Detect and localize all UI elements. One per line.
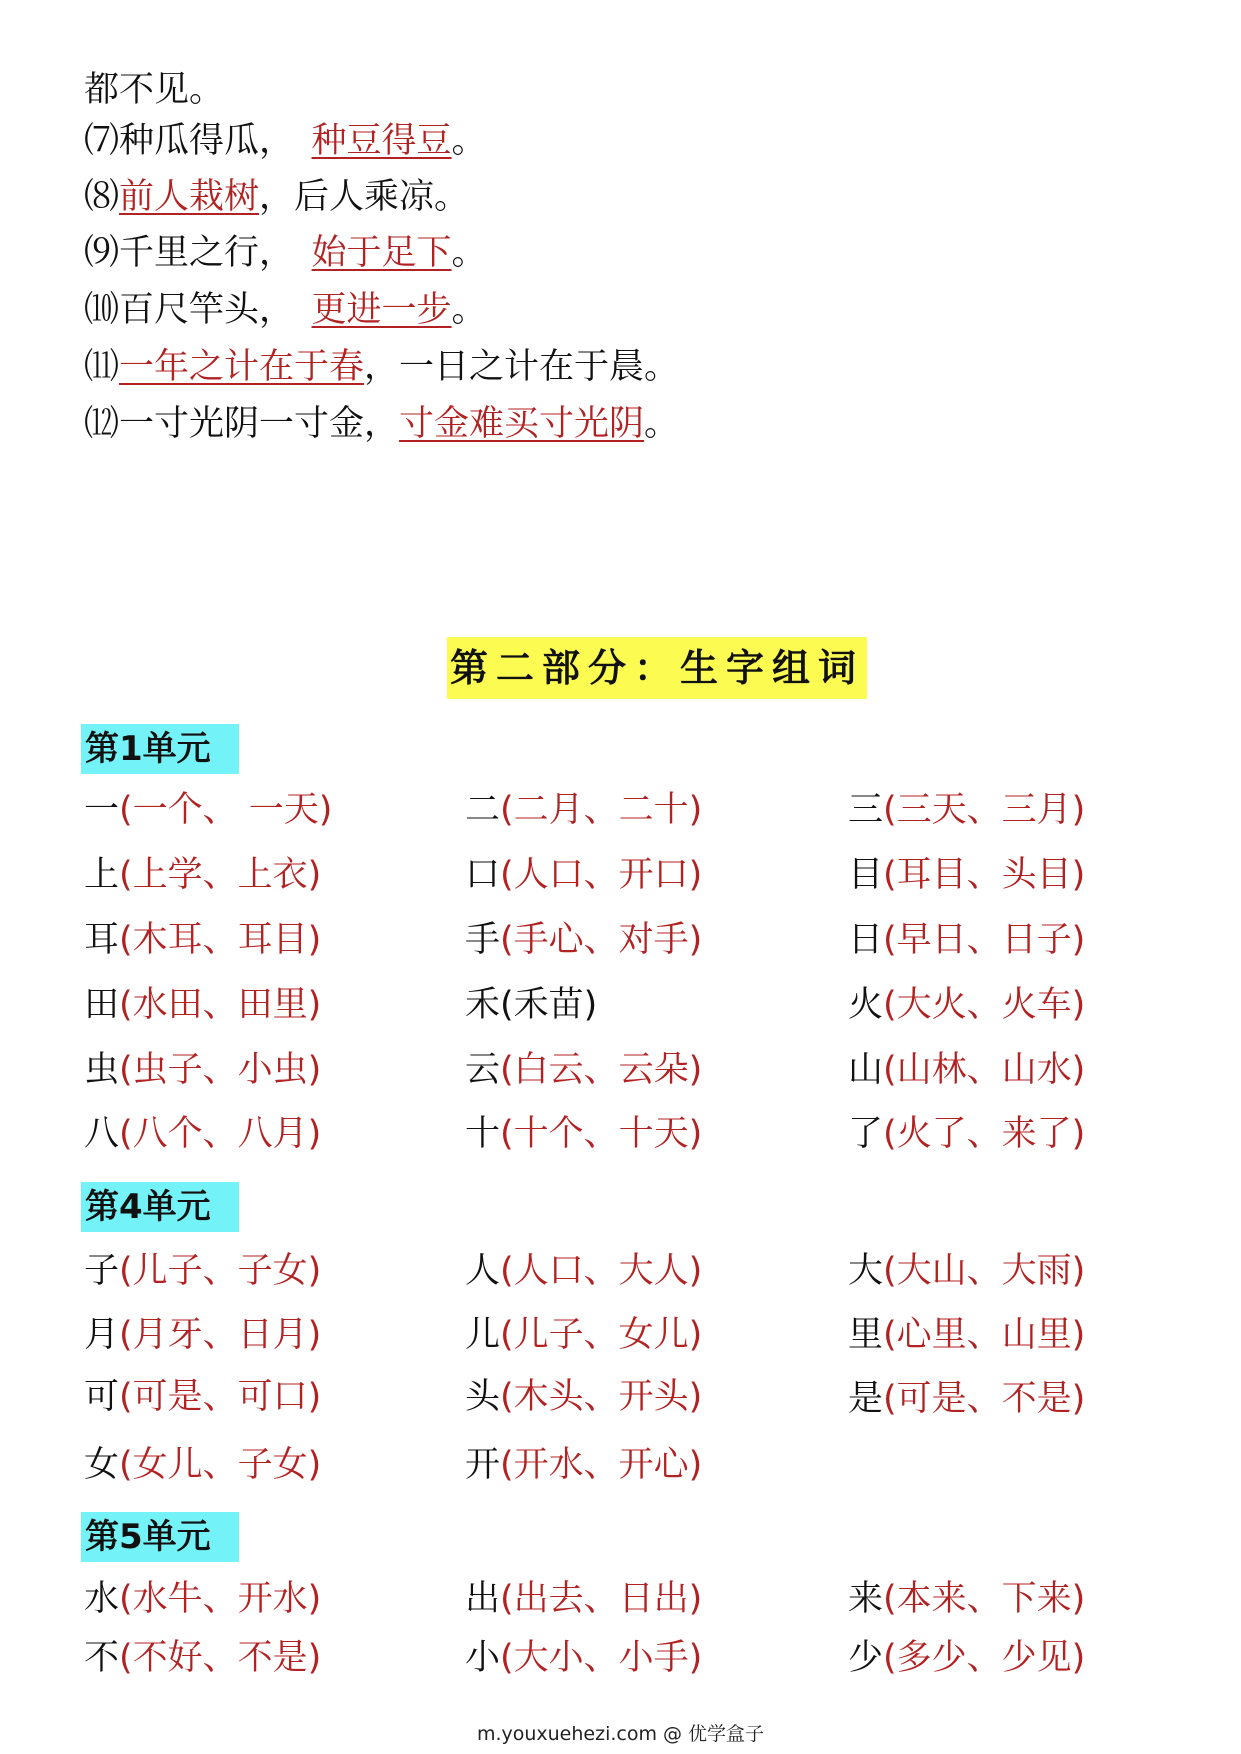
word-entry xyxy=(84,1375,321,1419)
character: 口 xyxy=(465,855,501,895)
footer-watermark: m.youxuehezi.com @ 优学盒子 xyxy=(476,1723,765,1745)
word-group: (多少、少见) xyxy=(883,1638,1086,1678)
proverb-line-10 xyxy=(84,288,487,332)
word-group: (月牙、日月) xyxy=(119,1315,322,1355)
proverb-line-9 xyxy=(84,231,487,275)
word-group: (可是、不是) xyxy=(883,1379,1086,1419)
character: 小 xyxy=(465,1638,501,1678)
proverb-text: 。 xyxy=(451,121,487,161)
proverb-text: 。 xyxy=(644,404,680,444)
character: 火 xyxy=(848,985,884,1025)
character: 日 xyxy=(848,920,884,960)
word-group: (人口、大人) xyxy=(500,1251,703,1291)
word-entry xyxy=(848,1636,1085,1680)
proverb-text: ⑻ xyxy=(84,177,120,217)
word-entry xyxy=(84,1443,321,1487)
character: 八 xyxy=(84,1114,120,1154)
word-entry xyxy=(848,1577,1085,1621)
word-entry xyxy=(848,788,1085,832)
proverb-answer: 更进一步 xyxy=(311,290,452,330)
character: 开 xyxy=(465,1445,501,1485)
word-entry xyxy=(848,983,1085,1027)
word-group: (火了、来了) xyxy=(883,1114,1086,1154)
word-group: (三天、三月) xyxy=(883,790,1086,830)
word-group: (开水、开心) xyxy=(500,1445,703,1485)
word-group: (大火、火车) xyxy=(883,985,1086,1025)
unit-title-1: 第1单元 xyxy=(81,724,239,774)
word-entry xyxy=(84,853,321,897)
word-entry xyxy=(84,1313,321,1357)
proverb-text: ⑽百尺竿头， xyxy=(84,290,312,330)
word-entry xyxy=(84,788,332,832)
proverb-line-0 xyxy=(84,68,224,112)
word-entry xyxy=(848,1313,1085,1357)
word-entry xyxy=(84,1577,321,1621)
proverb-text: 。 xyxy=(451,233,487,273)
character: 里 xyxy=(848,1315,884,1355)
word-entry xyxy=(848,1377,1085,1421)
word-entry xyxy=(848,1249,1085,1293)
word-group: (人口、开口) xyxy=(500,855,703,895)
word-group: (水牛、开水) xyxy=(119,1579,322,1619)
word-entry xyxy=(465,1112,702,1156)
character: 来 xyxy=(848,1579,884,1619)
word-entry xyxy=(848,1112,1085,1156)
character: 人 xyxy=(465,1251,501,1291)
word-group: (白云、云朵) xyxy=(500,1050,703,1090)
proverb-text: ，后人乘凉。 xyxy=(259,177,470,217)
word-group: (儿子、子女) xyxy=(119,1251,322,1291)
proverb-answer: 始于足下 xyxy=(311,233,452,273)
word-entry xyxy=(848,1048,1085,1092)
word-group: (木耳、耳目) xyxy=(119,920,322,960)
word-entry xyxy=(84,1249,321,1293)
character: 三 xyxy=(848,790,884,830)
proverb-text: ⑿一寸光阴一寸金， xyxy=(84,404,400,444)
word-entry xyxy=(465,1443,702,1487)
proverb-answer: 一年之计在于春 xyxy=(119,347,365,387)
word-group: (耳目、头目) xyxy=(883,855,1086,895)
character: 月 xyxy=(84,1315,120,1355)
section-title: 第二部分：生字组词 xyxy=(447,637,867,699)
word-group: (禾苗) xyxy=(500,985,598,1025)
word-entry xyxy=(465,1313,702,1357)
character: 不 xyxy=(84,1638,120,1678)
word-group: (大小、小手) xyxy=(500,1638,703,1678)
word-group: (儿子、女儿) xyxy=(500,1315,703,1355)
word-group: (虫子、小虫) xyxy=(119,1050,322,1090)
word-entry xyxy=(84,983,321,1027)
proverb-line-11 xyxy=(84,345,679,389)
character: 大 xyxy=(848,1251,884,1291)
word-entry xyxy=(84,1112,321,1156)
character: 二 xyxy=(465,790,501,830)
word-entry xyxy=(84,1636,321,1680)
proverb-answer: 种豆得豆 xyxy=(311,121,452,161)
word-entry xyxy=(465,1249,702,1293)
word-group: (女儿、子女) xyxy=(119,1445,322,1485)
word-group: (大山、大雨) xyxy=(883,1251,1086,1291)
word-entry xyxy=(84,1048,321,1092)
proverb-text: ⑾ xyxy=(84,347,120,387)
word-group: (可是、可口) xyxy=(119,1377,322,1417)
character: 少 xyxy=(848,1638,884,1678)
word-group: (二月、二十) xyxy=(500,790,703,830)
proverb-text: ⑼千里之行， xyxy=(84,233,312,273)
character: 一 xyxy=(84,790,120,830)
character: 耳 xyxy=(84,920,120,960)
word-group: (一个、 一天) xyxy=(119,790,333,830)
word-entry xyxy=(465,983,597,1027)
word-entry xyxy=(465,1636,702,1680)
character: 山 xyxy=(848,1050,884,1090)
character: 虫 xyxy=(84,1050,120,1090)
character: 儿 xyxy=(465,1315,501,1355)
proverb-text: 。 xyxy=(451,290,487,330)
character: 水 xyxy=(84,1579,120,1619)
word-group: (不好、不是) xyxy=(119,1638,322,1678)
proverb-line-8 xyxy=(84,175,469,219)
unit-title-4: 第4单元 xyxy=(81,1182,239,1232)
word-entry xyxy=(465,788,702,832)
character: 禾 xyxy=(465,985,501,1025)
word-group: (心里、山里) xyxy=(883,1315,1086,1355)
character: 可 xyxy=(84,1377,120,1417)
proverb-answer: 前人栽树 xyxy=(119,177,260,217)
word-group: (上学、上衣) xyxy=(119,855,322,895)
word-group: (早日、日子) xyxy=(883,920,1086,960)
character: 手 xyxy=(465,920,501,960)
unit-title-5: 第5单元 xyxy=(81,1512,239,1562)
word-group: (出去、日出) xyxy=(500,1579,703,1619)
character: 十 xyxy=(465,1114,501,1154)
proverb-text: 都不见。 xyxy=(84,70,225,110)
character: 头 xyxy=(465,1377,501,1417)
word-entry xyxy=(84,918,321,962)
character: 是 xyxy=(848,1379,884,1419)
word-entry xyxy=(465,1577,702,1621)
proverb-line-12 xyxy=(84,402,679,446)
word-entry xyxy=(465,918,702,962)
character: 云 xyxy=(465,1050,501,1090)
character: 了 xyxy=(848,1114,884,1154)
word-group: (八个、八月) xyxy=(119,1114,322,1154)
word-entry xyxy=(465,1048,702,1092)
character: 上 xyxy=(84,855,120,895)
word-entry xyxy=(465,1375,702,1419)
proverb-answer: 寸金难买寸光阴 xyxy=(399,404,645,444)
character: 子 xyxy=(84,1251,120,1291)
character: 目 xyxy=(848,855,884,895)
character: 出 xyxy=(465,1579,501,1619)
word-group: (山林、山水) xyxy=(883,1050,1086,1090)
character: 田 xyxy=(84,985,120,1025)
word-entry xyxy=(465,853,702,897)
word-group: (本来、下来) xyxy=(883,1579,1086,1619)
word-group: (十个、十天) xyxy=(500,1114,703,1154)
word-group: (水田、田里) xyxy=(119,985,322,1025)
proverb-line-7 xyxy=(84,119,487,163)
word-group: (手心、对手) xyxy=(500,920,703,960)
word-group: (木头、开头) xyxy=(500,1377,703,1417)
character: 女 xyxy=(84,1445,120,1485)
proverb-text: ⑺种瓜得瓜， xyxy=(84,121,312,161)
word-entry xyxy=(848,853,1085,897)
proverb-text: ，一日之计在于晨。 xyxy=(364,347,680,387)
word-entry xyxy=(848,918,1085,962)
